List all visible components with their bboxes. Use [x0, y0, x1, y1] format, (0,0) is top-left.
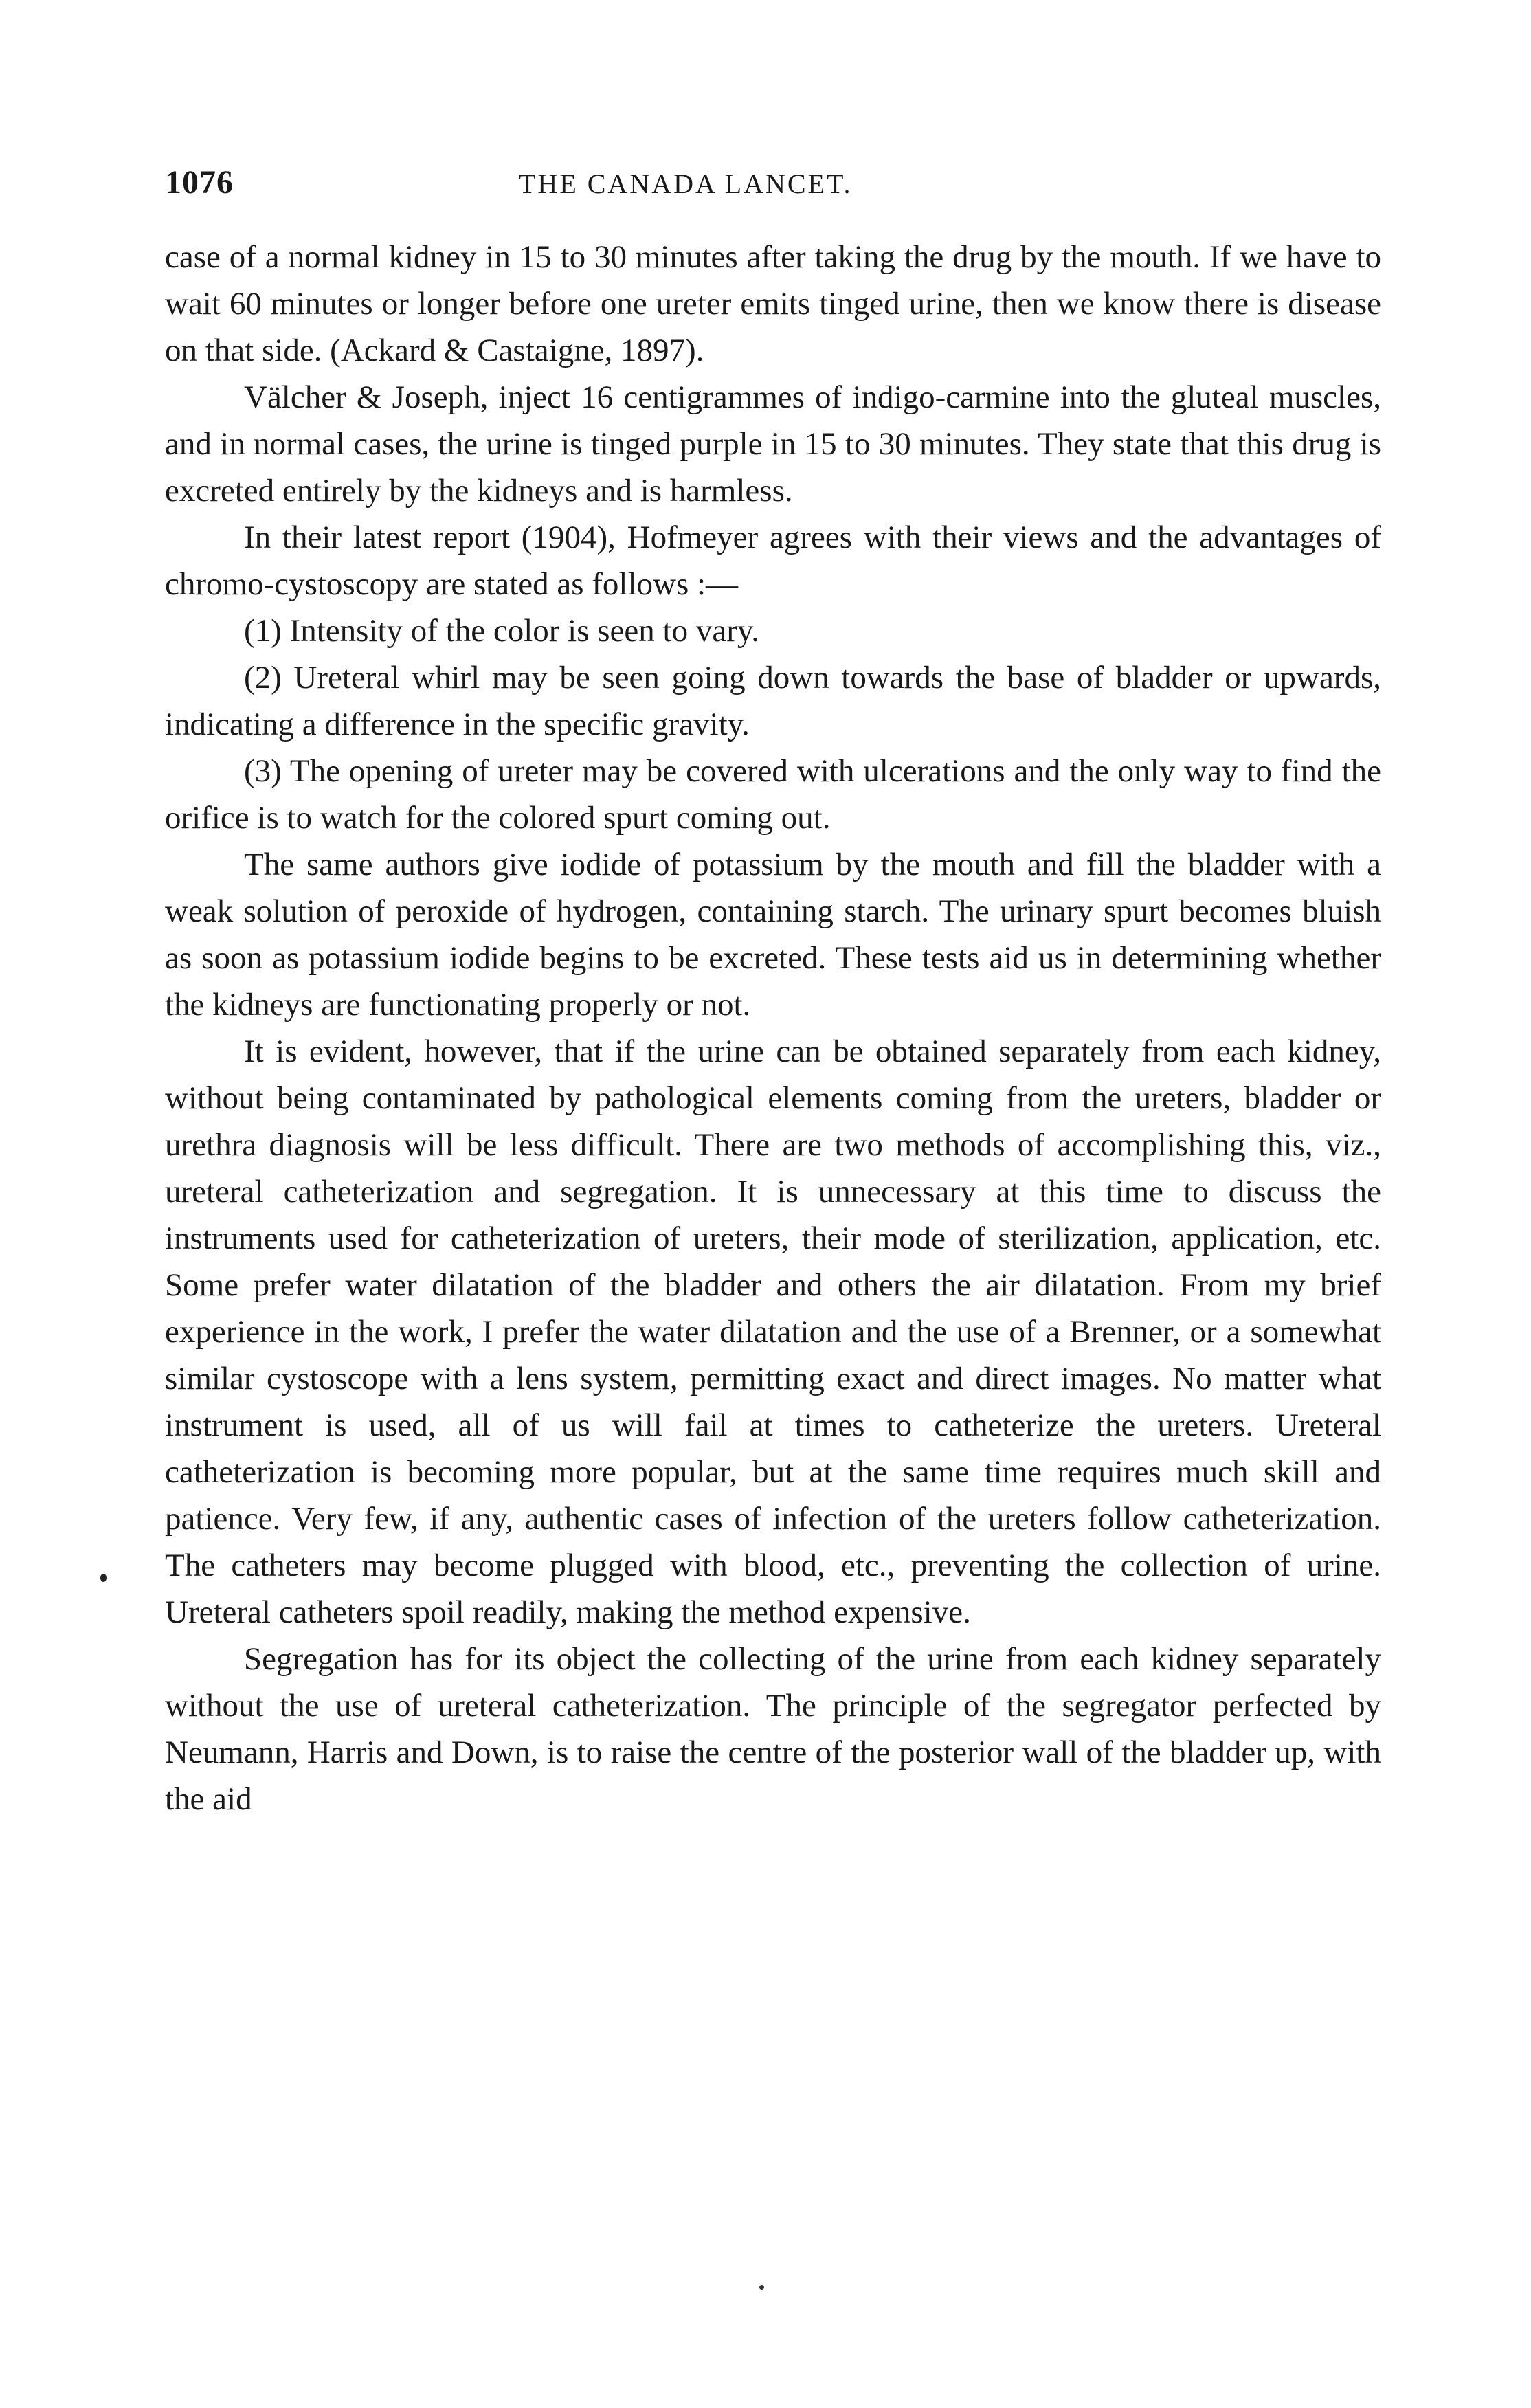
paragraph: The same authors give iodide of potassium by the mouth and fill the bladder with a weak solution of peroxide of hydrogen, containing starch. The urinary spurt becomes bluish as soon as potassium iodide begins to be excreted. These tests aid us in determining whether the kidneys are functionating properly or not.	[165, 847, 1381, 1023]
paragraph: It is evident, however, that if the urine can be obtained separately from each kidney, without being contaminated by pathological elements coming from the ureters, bladder or urethra diagnosis will be less difficult. There are two methods of accomplishing this, viz., ureteral catheterization and segregation. It is unnecessary at this time to discuss the instruments used for catheterization of ureters, their mode of sterilization, application, etc. Some prefer water dilatation of the bladder and others the air dilatation. From my brief experience in the work, I prefer the water dilatation and the use of a Brenner, or a somewhat similar cystoscope with a lens system, permitting exact and direct images. No matter what instrument is used, all of us will fail at times to catheterize the ureters. Ureteral catheterization is becoming more popular, but at the same time requires much skill and patience. Very few, if any, authentic cases of infection of the ureters follow catheterization. The catheters may become plugged with blood, etc., preventing the collection of urine. Ureteral catheters spoil readily, making the method expensive.	[165, 1034, 1381, 1630]
running-title: THE CANADA LANCET.	[519, 168, 853, 199]
paragraph: In their latest report (1904), Hofmeyer agrees with their views and the advantages of chromo-cystoscopy are stated as follows :—	[165, 520, 1381, 602]
page-number: 1076	[165, 164, 234, 201]
paragraph-continuation: case of a normal kidney in 15 to 30 minutes after taking the drug by the mouth. If we have to wait 60 minutes or longer before one ureter emits tinged urine, then we know there is disease on that side. (Ackard & Castaigne, 1897).	[165, 239, 1381, 368]
list-item: (1) Intensity of the color is seen to vary.	[244, 613, 760, 649]
page-header	[165, 164, 1381, 212]
paragraph: Segregation has for its object the collecting of the urine from each kidney separately without the use of ureteral catheterization. The principle of the segregator perfected by Neumann, Harris and Down, is to raise the centre of the posterior wall of the bladder up, with the aid	[165, 1641, 1381, 1817]
body-text	[165, 234, 1381, 1822]
bottom-ink-mark	[759, 2285, 764, 2290]
paragraph: Välcher & Joseph, inject 16 centigrammes of indigo-carmine into the gluteal muscles, and in normal cases, the urine is tinged purple in 15 to 30 minutes. They state that this drug is excreted entirely by the kidneys and is harmless.	[165, 379, 1381, 509]
list-item: (3) The opening of ureter may be covered with ulcerations and the only way to find the orifice is to watch for the colored spurt coming out.	[165, 753, 1381, 836]
margin-ink-mark	[100, 1574, 107, 1582]
list-item: (2) Ureteral whirl may be seen going down towards the base of bladder or upwards, indicating a difference in the specific gravity.	[165, 660, 1381, 742]
